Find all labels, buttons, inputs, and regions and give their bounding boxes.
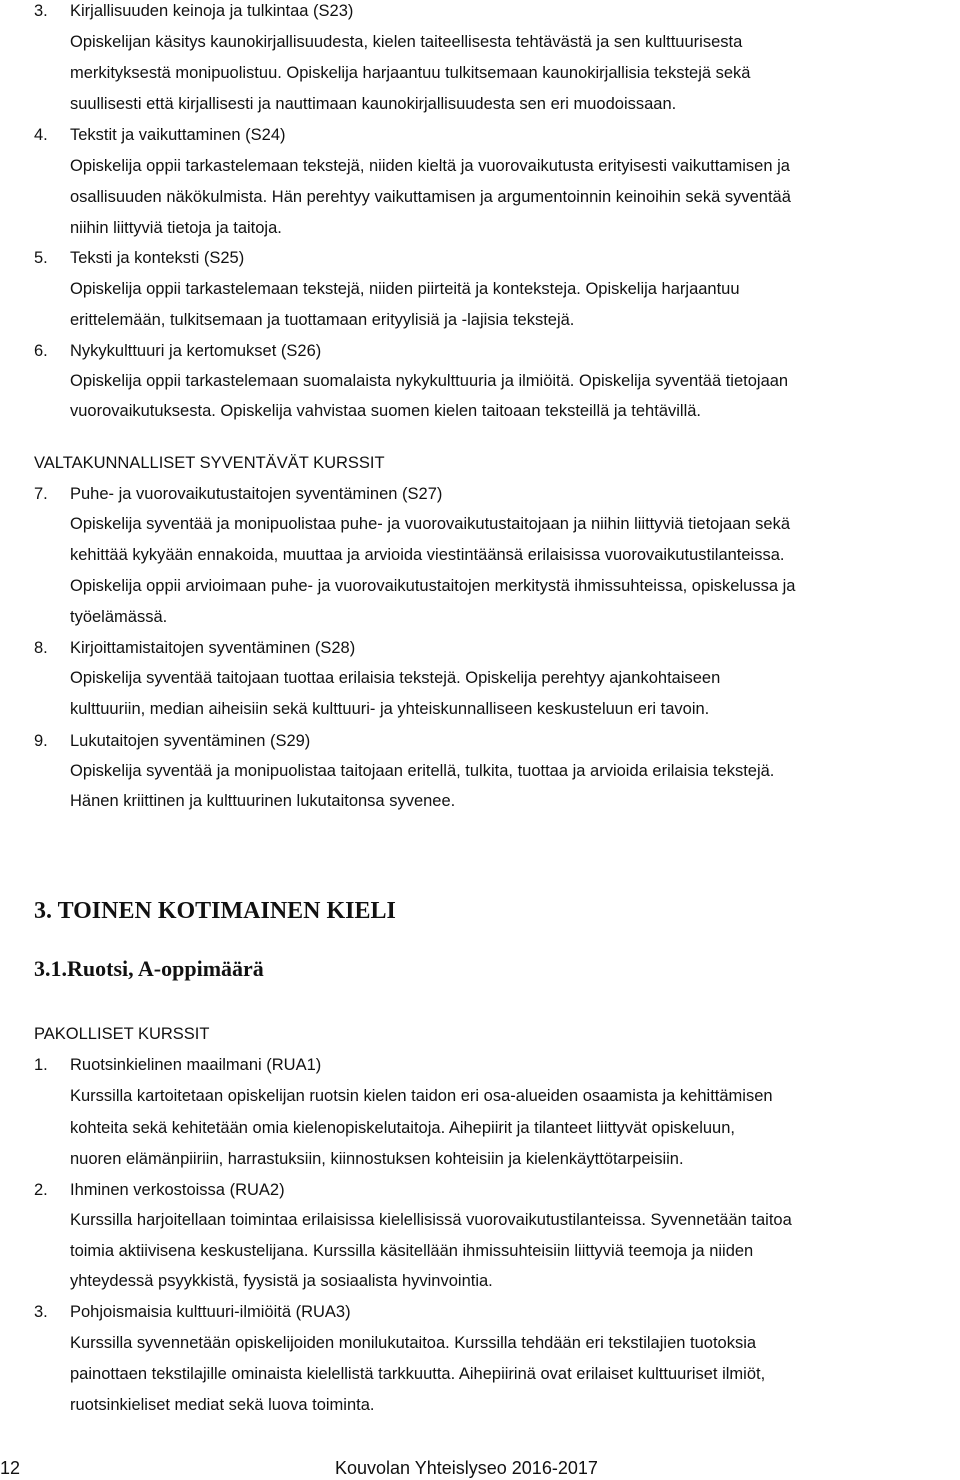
item-text-line: kehittää kykyään ennakoida, muuttaa ja arvioida viestintäänsä erilaisissa vuorovaikutustilanteissa. bbox=[70, 546, 785, 564]
item-number: 3. bbox=[34, 2, 48, 20]
item-text-line: Opiskelijan käsitys kaunokirjallisuudesta, kielen taiteellisesta tehtävästä ja sen kulttuurisesta bbox=[70, 33, 743, 51]
item-number: 9. bbox=[34, 732, 48, 750]
item-title: Kirjallisuuden keinoja ja tulkintaa (S23) bbox=[70, 2, 354, 20]
item-text-line: Opiskelija oppii arvioimaan puhe- ja vuorovaikutustaitojen merkitystä ihmissuhteissa, opiskelussa ja bbox=[70, 577, 796, 595]
item-text-line: Opiskelija oppii tarkastelemaan suomalaista nykykulttuuria ja ilmiöitä. Opiskelija syventää tietojaan bbox=[70, 372, 789, 390]
item-text-line: erittelemään, tulkitsemaan ja tuottamaan erityylisiä ja -lajisia tekstejä. bbox=[70, 311, 575, 329]
item-text-line: painottaen tekstilajille ominaista kielellistä tarkkuutta. Aihepiirinä ovat erilaiset kulttuuriset ilmiöt, bbox=[70, 1365, 766, 1383]
item-text-line: Opiskelija syventää ja monipuolistaa taitojaan eritellä, tulkita, tuottaa ja arvioida erilaisia tekstejä. bbox=[70, 762, 775, 780]
item-number: 5. bbox=[34, 249, 48, 267]
item-text-line: Kurssilla harjoitellaan toimintaa erilaisissa kielellisissä vuorovaikutustilanteissa. Syvennetään taitoa bbox=[70, 1211, 792, 1229]
item-text-line: ruotsinkieliset mediat sekä luova toiminta. bbox=[70, 1396, 375, 1414]
item-text-line: Opiskelija oppii tarkastelemaan tekstejä, niiden kieltä ja vuorovaikutusta erityisesti vaikuttamisen ja bbox=[70, 157, 790, 175]
item-number: 3. bbox=[34, 1303, 48, 1321]
item-text-line: Kurssilla syvennetään opiskelijoiden monilukutaitoa. Kurssilla tehdään eri tekstilajien tuotoksia bbox=[70, 1334, 757, 1352]
item-title: Lukutaitojen syventäminen (S29) bbox=[70, 732, 311, 750]
item-text-line: suullisesti että kirjallisesti ja nauttimaan kaunokirjallisuudesta sen eri muodoissaan. bbox=[70, 95, 677, 113]
item-text-line: niihin liittyviä tietoja ja taitoja. bbox=[70, 219, 282, 237]
item-number: 4. bbox=[34, 126, 48, 144]
item-title: Kirjoittamistaitojen syventäminen (S28) bbox=[70, 639, 356, 657]
item-text-line: merkityksestä monipuolistuu. Opiskelija harjaantuu tulkitsemaan kaunokirjallisia tekstejä sekä bbox=[70, 64, 751, 82]
item-title: Ihminen verkostoissa (RUA2) bbox=[70, 1181, 285, 1199]
section-heading: PAKOLLISET KURSSIT bbox=[34, 1025, 210, 1043]
item-text-line: osallisuuden näkökulmista. Hän perehtyy vaikuttamisen ja argumentoinnin keinoihin sekä syventää bbox=[70, 188, 791, 206]
item-title: Pohjoismaisia kulttuuri-ilmiöitä (RUA3) bbox=[70, 1303, 351, 1321]
item-title: Tekstit ja vaikuttaminen (S24) bbox=[70, 126, 286, 144]
item-number: 8. bbox=[34, 639, 48, 657]
item-text-line: yhteydessä psyykkistä, fyysistä ja sosiaalista hyvinvointia. bbox=[70, 1272, 493, 1290]
item-number: 2. bbox=[34, 1181, 48, 1199]
item-number: 6. bbox=[34, 342, 48, 360]
item-title: Ruotsinkielinen maailmani (RUA1) bbox=[70, 1056, 322, 1074]
subchapter-heading: 3.1.Ruotsi, A-oppimäärä bbox=[34, 956, 264, 981]
item-text-line: vuorovaikutuksesta. Opiskelija vahvistaa suomen kielen taitoaan teksteillä ja tehtävillä. bbox=[70, 402, 702, 420]
item-text-line: Opiskelija syventää taitojaan tuottaa erilaisia tekstejä. Opiskelija perehtyy ajankohtaiseen bbox=[70, 669, 721, 687]
item-text-line: toimia aktiivisena keskustelijana. Kurssilla käsitellään ihmissuhteisiin liittyviä teemoja ja niiden bbox=[70, 1242, 754, 1260]
footer-title: Kouvolan Yhteislyseo 2016-2017 bbox=[335, 1458, 598, 1478]
item-text-line: Opiskelija syventää ja monipuolistaa puhe- ja vuorovaikutustaitojaan ja niihin liittyviä tietojaan sekä bbox=[70, 515, 790, 533]
item-number: 1. bbox=[34, 1056, 48, 1074]
item-text-line: nuoren elämänpiiriin, harrastuksiin, kiinnostuksen kohteisiin ja kielenkäyttötarpeisiin. bbox=[70, 1150, 684, 1168]
item-text-line: Kurssilla kartoitetaan opiskelijan ruotsin kielen taidon eri osa-alueiden osaamista ja kehittämisen bbox=[70, 1087, 773, 1105]
item-text-line: kohteita sekä kehitetään omia kielenopiskelutaitoja. Aihepiirit ja tilanteet liittyvät opiskeluun, bbox=[70, 1119, 735, 1137]
section-heading: VALTAKUNNALLISET SYVENTÄVÄT KURSSIT bbox=[34, 454, 385, 472]
item-text-line: työelämässä. bbox=[70, 608, 168, 626]
page-number: 12 bbox=[0, 1458, 21, 1478]
item-text-line: kulttuuriin, median aiheisiin sekä kulttuuri- ja yhteiskunnalliseen keskusteluun eri tavoin. bbox=[70, 700, 710, 718]
item-text-line: Hänen kriittinen ja kulttuurinen lukutaitonsa syvenee. bbox=[70, 792, 456, 810]
item-title: Teksti ja konteksti (S25) bbox=[70, 249, 245, 267]
item-text-line: Opiskelija oppii tarkastelemaan tekstejä, niiden piirteitä ja konteksteja. Opiskelija harjaantuu bbox=[70, 280, 740, 298]
item-title: Nykykulttuuri ja kertomukset (S26) bbox=[70, 342, 322, 360]
item-title: Puhe- ja vuorovaikutustaitojen syventäminen (S27) bbox=[70, 485, 443, 503]
item-number: 7. bbox=[34, 485, 48, 503]
chapter-heading: 3. TOINEN KOTIMAINEN KIELI bbox=[34, 898, 396, 924]
